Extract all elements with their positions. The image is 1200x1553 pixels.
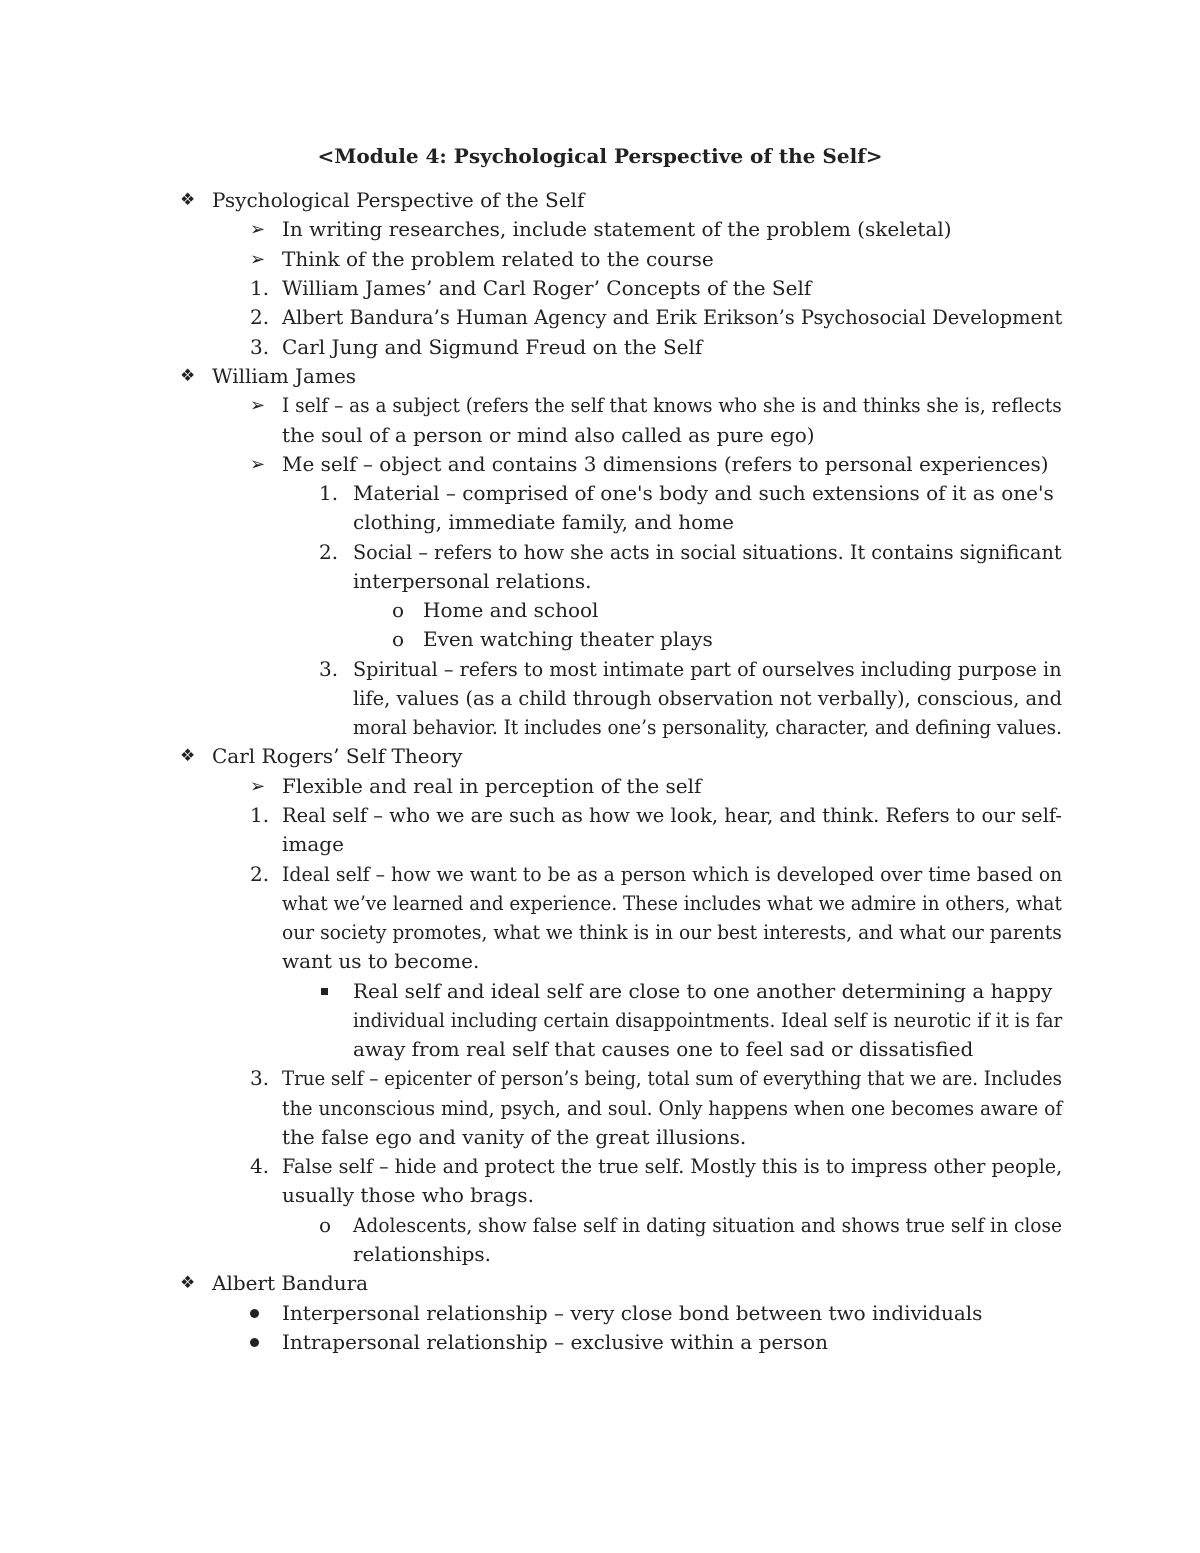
list-number: 2. (319, 540, 339, 564)
list-number: 3. (250, 335, 270, 359)
text-line: Psychological Perspective of the Self (212, 188, 585, 212)
list-number: 3. (250, 1066, 270, 1090)
text-line: I self – as a subject (refers the self that knows who she is and thinks she is, reflects (282, 393, 1062, 417)
list-number: 1. (250, 803, 270, 827)
page-title: <Module 4: Psychological Perspective of the Self> (317, 144, 883, 168)
text-line: Ideal self – how we want to be as a person which is developed over time based on (282, 862, 1063, 886)
text-line: Home and school (423, 598, 599, 622)
round-bullet-icon (250, 1299, 259, 1328)
text-line: True self – epicenter of person’s being, total sum of everything that we are. Includes (282, 1066, 1062, 1090)
text-line: relationships. (353, 1242, 492, 1266)
arrowhead-icon: ➢ (250, 776, 266, 797)
text-line: William James’ and Carl Roger’ Concepts of the Self (282, 276, 812, 300)
arrowhead-icon: ➢ (250, 454, 266, 475)
text-line: Social – refers to how she acts in social situations. It contains significant (353, 540, 1062, 564)
text-line: Even watching theater plays (423, 627, 713, 651)
text-line: False self – hide and protect the true self. Mostly this is to impress other people, (282, 1154, 1063, 1178)
text-line: Carl Rogers’ Self Theory (212, 744, 463, 768)
text-line: image (282, 832, 344, 856)
text-line: Real self – who we are such as how we look, hear, and think. Refers to our self- (282, 803, 1063, 827)
text-line: what we’ve learned and experience. These includes what we admire in others, what (282, 891, 1062, 915)
text-line: clothing, immediate family, and home (353, 510, 734, 534)
round-bullet-icon (250, 1328, 259, 1357)
list-number: 4. (250, 1154, 270, 1178)
text-line: interpersonal relations. (353, 569, 592, 593)
four-diamond-icon: ❖ (180, 366, 196, 386)
text-line: Me self – object and contains 3 dimensions (refers to personal experiences) (282, 452, 1049, 476)
four-diamond-icon: ❖ (180, 746, 196, 766)
text-line: moral behavior. It includes one’s personality, character, and defining values. (353, 715, 1062, 739)
text-line: life, values (as a child through observation not verbally), conscious, and (353, 686, 1063, 710)
text-line: away from real self that causes one to feel sad or dissatisfied (353, 1037, 974, 1061)
text-line: In writing researches, include statement of the problem (skeletal) (282, 217, 952, 241)
list-number: 1. (250, 276, 270, 300)
text-line: individual including certain disappointments. Ideal self is neurotic if it is far (353, 1008, 1063, 1032)
text-line: Interpersonal relationship – very close bond between two individuals (282, 1301, 983, 1325)
text-line: Flexible and real in perception of the self (282, 774, 702, 798)
arrowhead-icon: ➢ (250, 249, 266, 270)
text-line: Intrapersonal relationship – exclusive within a person (282, 1330, 828, 1354)
text-line: William James (212, 364, 357, 388)
text-line: our society promotes, what we think is in our best interests, and what our parents (282, 920, 1062, 944)
arrowhead-icon: ➢ (250, 219, 266, 240)
text-line: the false ego and vanity of the great illusions. (282, 1125, 747, 1149)
text-line: Albert Bandura’s Human Agency and Erik Erikson’s Psychosocial Development (282, 305, 1063, 329)
text-line: Adolescents, show false self in dating situation and shows true self in close (353, 1213, 1063, 1237)
list-number: 1. (319, 481, 339, 505)
text-line: want us to become. (282, 949, 480, 973)
list-number: 2. (250, 305, 270, 329)
text-line: Carl Jung and Sigmund Freud on the Self (282, 335, 703, 359)
text-line: the unconscious mind, psych, and soul. Only happens when one becomes aware of (282, 1096, 1063, 1120)
four-diamond-icon: ❖ (180, 1273, 196, 1293)
arrowhead-icon: ➢ (250, 395, 266, 416)
list-number: 2. (250, 862, 270, 886)
circle-bullet-icon: o (319, 1213, 332, 1237)
circle-bullet-icon: o (392, 598, 405, 622)
text-line: the soul of a person or mind also called as pure ego) (282, 423, 815, 447)
text-line: Material – comprised of one's body and such extensions of it as one's (353, 481, 1054, 505)
list-number: 3. (319, 657, 339, 681)
four-diamond-icon: ❖ (180, 190, 196, 210)
text-line: usually those who brags. (282, 1183, 534, 1207)
text-line: Think of the problem related to the course (282, 247, 714, 271)
text-line: Real self and ideal self are close to one another determining a happy (353, 979, 1053, 1003)
text-line: Spiritual – refers to most intimate part of ourselves including purpose in (353, 657, 1062, 681)
text-line: Albert Bandura (212, 1271, 369, 1295)
circle-bullet-icon: o (392, 627, 405, 651)
square-bullet-icon (319, 977, 328, 1006)
